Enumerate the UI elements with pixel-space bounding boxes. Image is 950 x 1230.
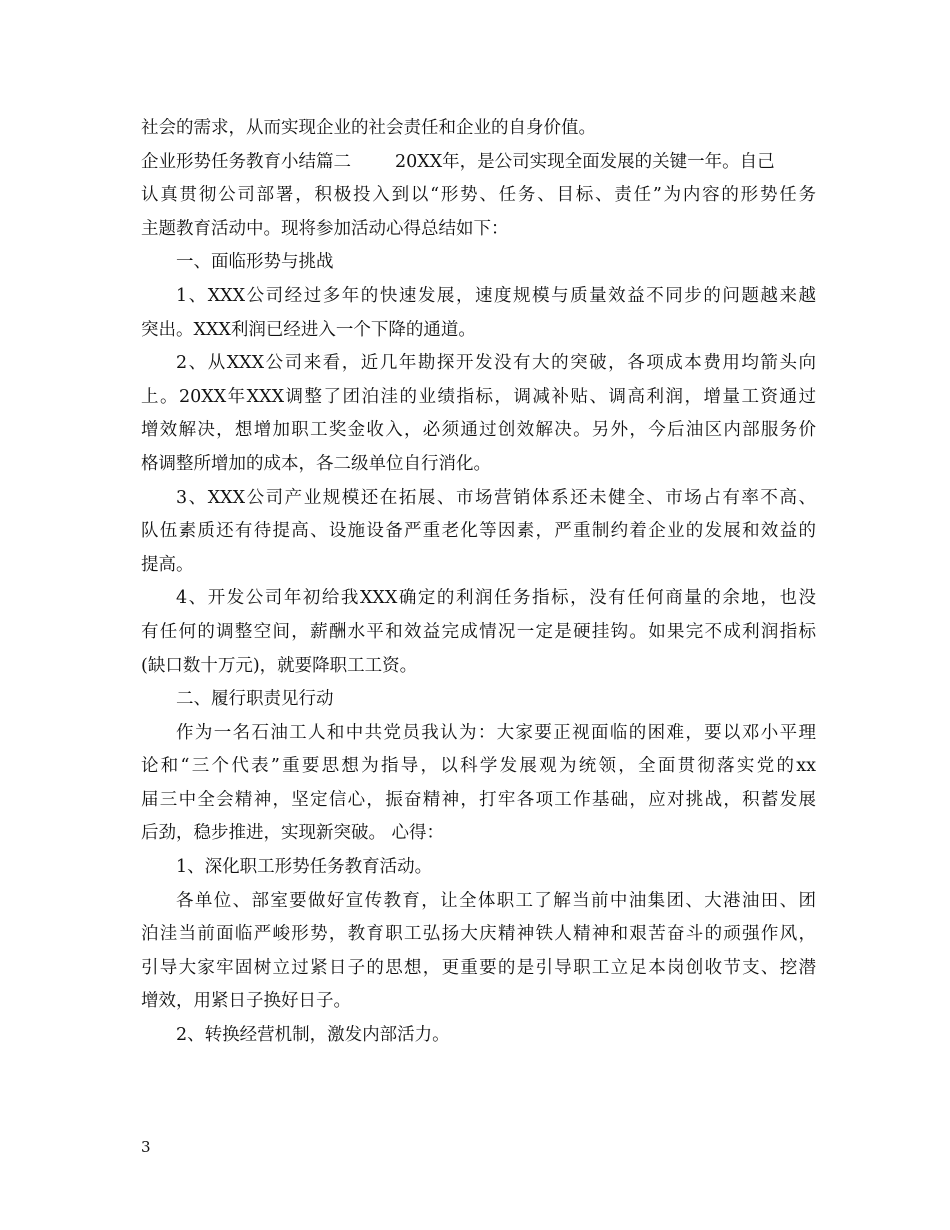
body-line-11: 格调整所增加的成本，各二级单位自行消化。: [141, 453, 491, 474]
body-line-13: 队伍素质还有待提高、设施设备严重老化等因素，严重制约着企业的发展和效益的: [141, 521, 816, 542]
body-line-8: 2、从XXX公司来看，近几年勘探开发没有大的突破，各项成本费用均箭头向: [176, 353, 816, 374]
body-line-21: 届三中全会精神，坚定信心，振奋精神，打牢各项工作基础，应对挑战，积蓄发展: [141, 789, 816, 810]
body-line-25: 泊洼当前面临严峻形势，教育职工弘扬大庆精神铁人精神和艰苦奋斗的顽强作风，: [141, 924, 816, 945]
body-line-6: 1、XXX公司经过多年的快速发展，速度规模与质量效益不同步的问题越来越: [176, 285, 816, 306]
section-title: 企业形势任务教育小结篇二: [141, 151, 351, 172]
body-line-20: 论和“三个代表”重要思想为指导，以科学发展观为统领，全面贯彻落实党的xx: [141, 756, 816, 777]
body-line-10: 增效解决，想增加职工奖金收入，必须通过创效解决。另外，今后油区内部服务价: [141, 420, 816, 441]
body-line-3: 认真贯彻公司部署，积极投入到以“形势、任务、目标、责任”为内容的形势任务: [141, 185, 816, 206]
body-line-7: 突出。XXX利润已经进入一个下降的通道。: [141, 319, 476, 340]
body-line-17: (缺口数十万元)，就要降职工工资。: [141, 655, 418, 676]
body-line-15: 4、开发公司年初给我XXX确定的利润任务指标，没有任何商量的余地，也没: [176, 588, 816, 609]
body-line-9: 上。20XX年XXX调整了团泊洼的业绩指标，调减补贴、调高利润，增量工资通过: [141, 386, 816, 407]
body-line-14: 提高。: [141, 554, 194, 575]
body-line-22: 后劲，稳步推进，实现新突破。 心得：: [141, 823, 445, 844]
body-line-12: 3、XXX公司产业规模还在拓展、市场营销体系还未健全、市场占有率不高、: [176, 487, 816, 508]
heading-education: 1、深化职工形势任务教育活动。: [176, 857, 433, 878]
heading-situation: 一、面临形势与挑战: [176, 252, 334, 273]
document-body: [141, 112, 816, 1053]
body-line-27: 增效，用紧日子换好日子。: [141, 991, 351, 1012]
body-line-16: 有任何的调整空间，薪酬水平和效益完成情况一定是硬挂钩。如果完不成利润指标: [141, 621, 816, 642]
heading-mechanism: 2、转换经营机制，激发内部活力。: [176, 1025, 450, 1046]
body-line-2: [141, 146, 816, 180]
body-line-4: 主题教育活动中。现将参加活动心得总结如下：: [141, 218, 509, 239]
body-line-1: 社会的需求，从而实现企业的社会责任和企业的自身价值。: [141, 118, 596, 138]
page-number: 3: [141, 1138, 151, 1156]
body-line-26: 引导大家牢固树立过紧日子的思想，更重要的是引导职工立足本岗创收节支、挖潜: [141, 957, 816, 978]
body-line-24: 各单位、部室要做好宣传教育，让全体职工了解当前中油集团、大港油田、团: [176, 890, 816, 911]
section-opening: 20XX年，是公司实现全面发展的关键一年。自己: [395, 151, 775, 172]
heading-duties: 二、履行职责见行动: [176, 689, 334, 710]
body-line-19: 作为一名石油工人和中共党员我认为：大家要正视面临的困难，要以邓小平理: [176, 722, 816, 743]
